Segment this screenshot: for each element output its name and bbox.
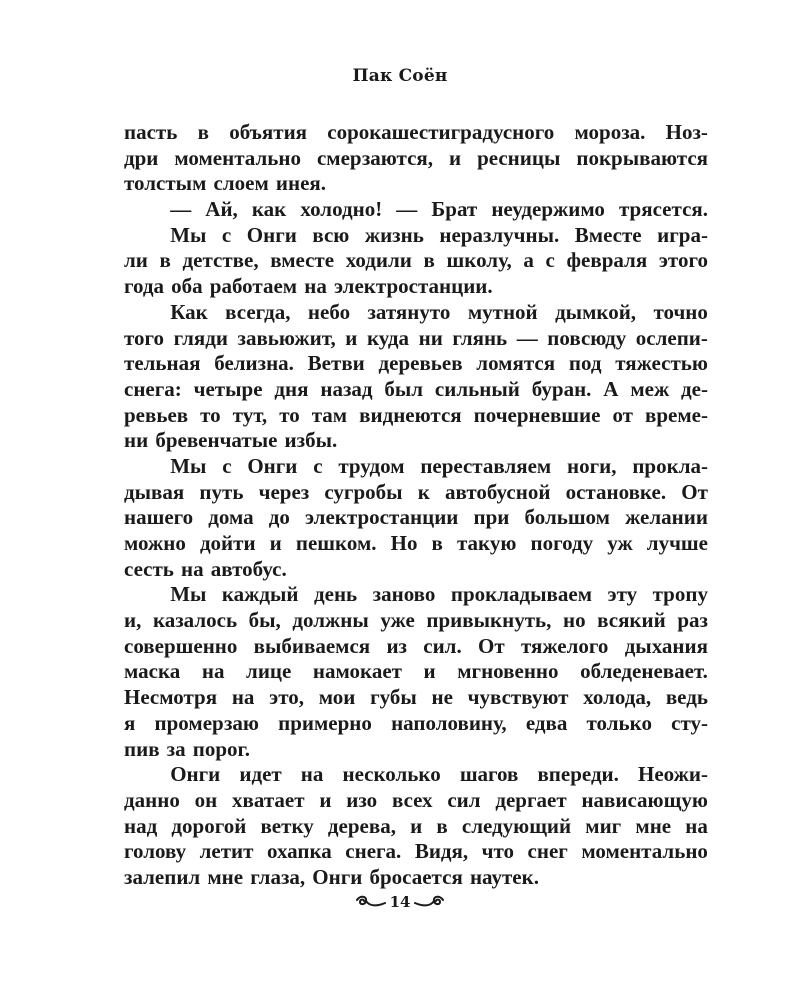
text-line: нашего дома до электростанции при большом желании <box>124 505 708 530</box>
text-line: ли в детстве, вместе ходили в школу, а с февраля этого <box>124 248 708 273</box>
text-line: Мы с Онги всю жизнь неразлучны. Вместе игра- <box>170 222 708 247</box>
text-line: Несмотря на это, мои губы не чувствуют холода, ведь <box>124 685 708 710</box>
page-folio <box>0 893 800 911</box>
running-header-author: Пак Соён <box>352 66 448 86</box>
text-line: того гляди завьюжит, и куда ни глянь — повсюду ослепи- <box>124 325 708 350</box>
text-line: маска на лице намокает и мгновенно обледеневает. <box>124 659 708 684</box>
text-line: снега: четыре дня назад был сильный буран. А меж де- <box>124 376 708 401</box>
text-line: пив за порог. <box>124 736 250 761</box>
text-line: тельная белизна. Ветви деревьев ломятся под тяжестью <box>124 351 708 376</box>
text-line: и, казалось бы, должны уже привыкнуть, но всякий раз <box>124 608 708 633</box>
text-line: Онги идет на несколько шагов впереди. Неожи- <box>170 762 708 787</box>
text-line: Как всегда, небо затянуто мутной дымкой, точно <box>170 299 708 324</box>
text-line: Мы каждый день заново прокладываем эту тропу <box>170 582 708 607</box>
text-line: пасть в объятия сорокашестиградусного мороза. Ноз- <box>124 120 708 144</box>
text-line: над дорогой ветку дерева, и в следующий миг мне на <box>124 813 708 838</box>
text-line: голову летит охапка снега. Видя, что снег моментально <box>124 839 708 864</box>
text-line: сесть на автобус. <box>124 556 287 581</box>
body-text <box>124 120 708 891</box>
text-line: данно он хватает и изо всех сил дергает нависающую <box>124 787 708 812</box>
text-line: Мы с Онги с трудом переставляем ноги, прокла- <box>170 453 708 478</box>
right-swirl-ornament-icon <box>414 895 444 909</box>
text-line: залепил мне глаза, Онги бросается наутек. <box>124 864 539 889</box>
page-number: 14 <box>389 893 411 911</box>
text-line: — Ай, как холодно! — Брат неудержимо трясется. <box>170 197 708 222</box>
text-line: дывая путь через сугробы к автобусной остановке. От <box>124 479 708 504</box>
text-line: толстым слоем инея. <box>124 171 327 196</box>
text-line: совершенно выбиваемся из сил. От тяжелого дыхания <box>124 633 708 658</box>
text-line: дри моментально смерзаются, и ресницы покрываются <box>124 145 708 170</box>
text-line: ревьев то тут, то там виднеются почерневшие от време- <box>124 402 708 427</box>
text-line: я промерзаю примерно наполовину, едва только сту- <box>124 710 708 735</box>
text-line: можно дойти и пешком. Но в такую погоду уж лучше <box>124 531 708 555</box>
left-swirl-ornament-icon <box>356 895 386 909</box>
text-line: года оба работаем на электростанции. <box>124 274 493 299</box>
text-line: ни бревенчатые избы. <box>124 428 338 453</box>
